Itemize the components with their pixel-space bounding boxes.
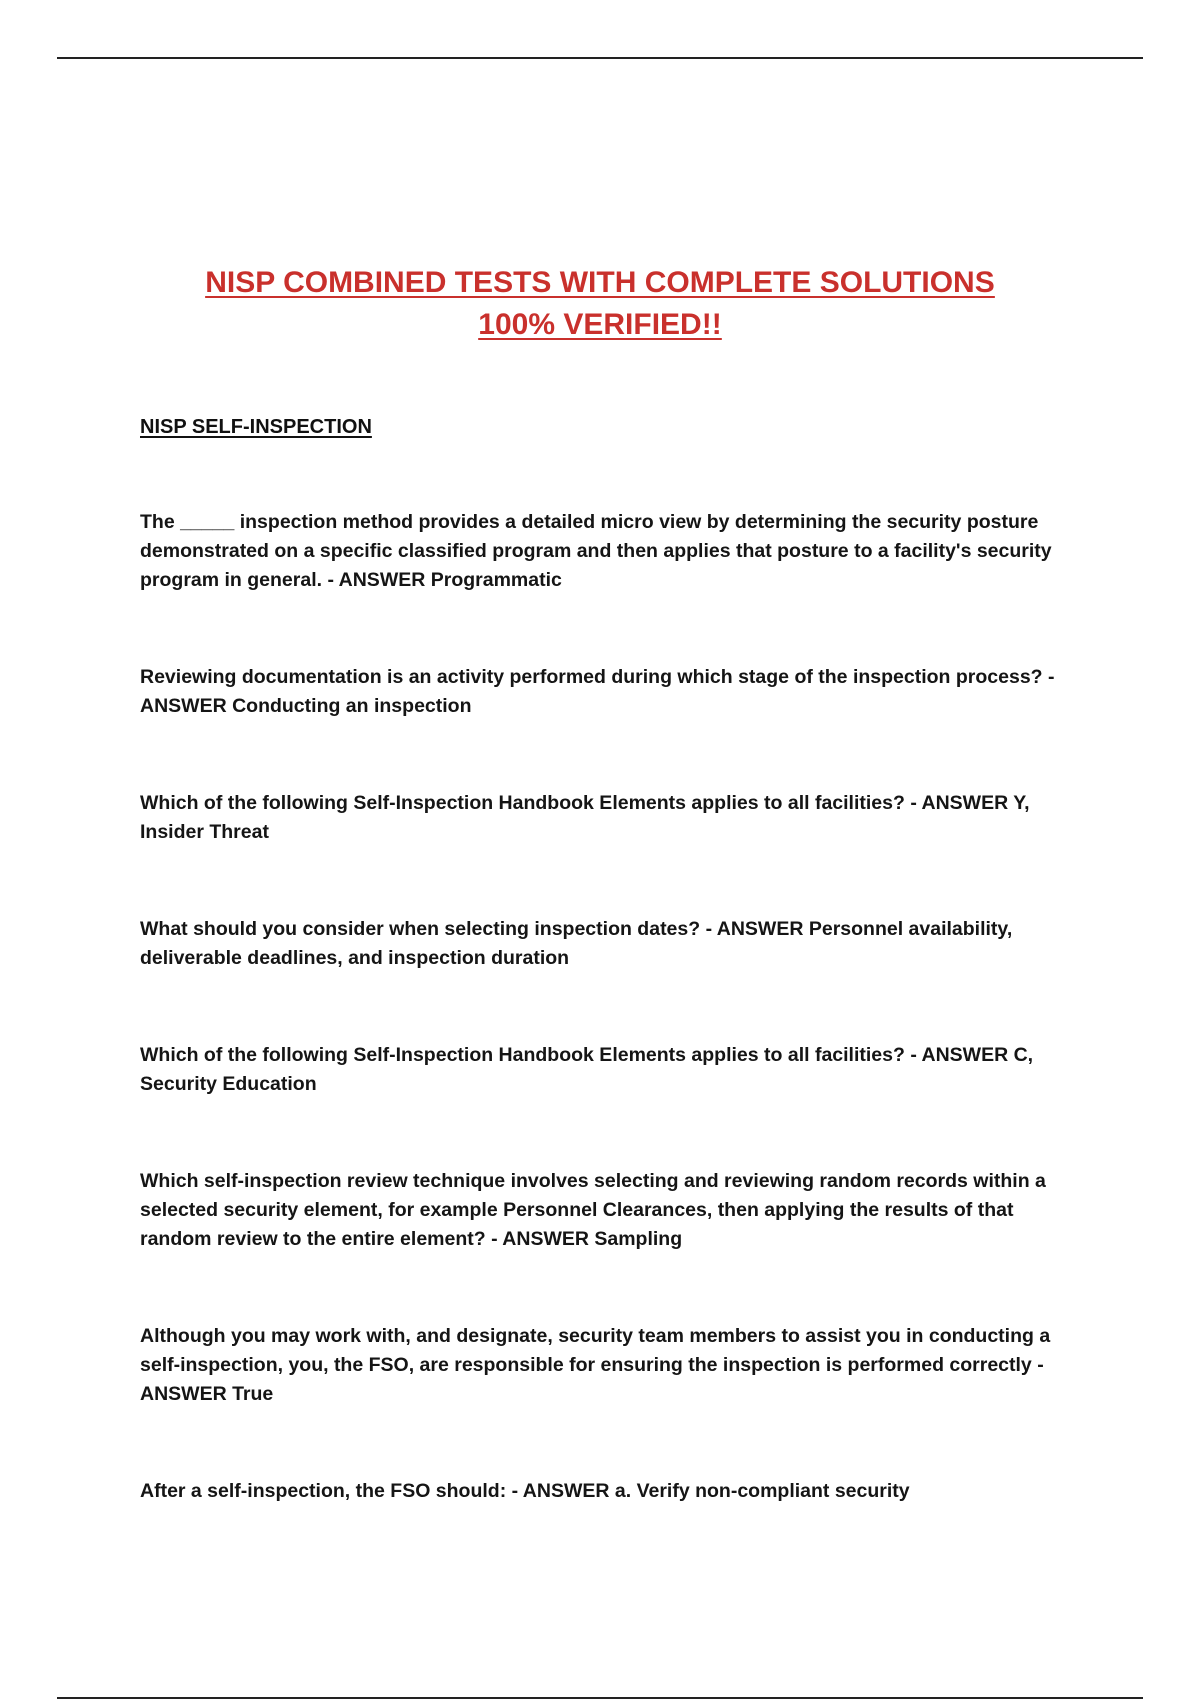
- qa-item: Although you may work with, and designate, security team members to assist you in conducting a self-inspection, you, the FSO, are responsible for ensuring the inspection is performed correctly - ANSWER True: [140, 1325, 1051, 1405]
- title-line-2: 100% VERIFIED!!: [478, 308, 722, 341]
- section-heading: NISP SELF-INSPECTION: [140, 416, 372, 438]
- qa-item: The _____ inspection method provides a detailed micro view by determining the security posture demonstrated on a specific classified program and then applies that posture to a facility's security program in general. - ANSWER Programmatic: [140, 511, 1052, 591]
- qa-item: What should you consider when selecting inspection dates? - ANSWER Personnel availability, deliverable deadlines, and inspection duration: [140, 918, 1013, 969]
- qa-item: Which of the following Self-Inspection Handbook Elements applies to all facilities? - ANSWER Y, Insider Threat: [140, 792, 1030, 843]
- qa-item: Which self-inspection review technique involves selecting and reviewing random records within a selected security element, for example Personnel Clearances, then applying the results of that random review to the entire element? - ANSWER Sampling: [140, 1170, 1046, 1250]
- bottom-rule: [57, 1697, 1143, 1699]
- document-title: [0, 262, 1200, 346]
- qa-item: Which of the following Self-Inspection Handbook Elements applies to all facilities? - ANSWER C, Security Education: [140, 1044, 1034, 1095]
- qa-item: After a self-inspection, the FSO should: - ANSWER a. Verify non-compliant security: [140, 1480, 910, 1502]
- qa-list: [140, 508, 1075, 1506]
- qa-item: Reviewing documentation is an activity performed during which stage of the inspection process? - ANSWER Conducting an inspection: [140, 666, 1055, 717]
- title-line-1: NISP COMBINED TESTS WITH COMPLETE SOLUTIONS: [205, 266, 995, 299]
- top-rule: [57, 57, 1143, 59]
